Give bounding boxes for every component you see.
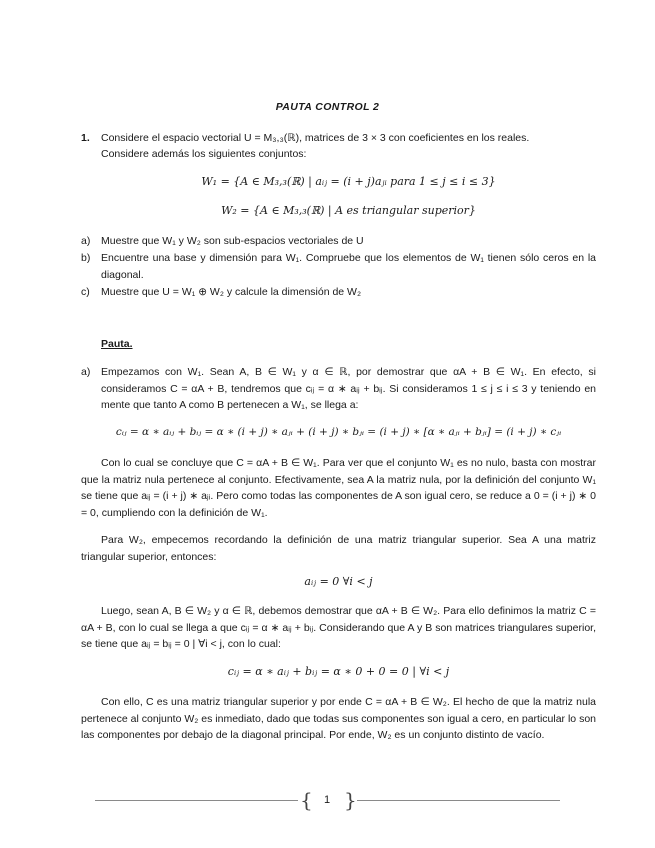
footer-rule-left: [95, 800, 298, 801]
item-b-text: Encuentre una base y dimensión para W₁. Compruebe que los elementos de W₁ tienen sólo ceros en la diagonal.: [101, 252, 596, 281]
equation-3: cᵢⱼ = α ∗ aᵢⱼ + bᵢⱼ = α ∗ 0 + 0 = 0 | ∀i < j: [227, 665, 450, 678]
solution-a-label: a): [81, 366, 91, 378]
solution-a-paragraph: Empezamos con W₁. Sean A, B ∈ W₁ y α ∈ ℝ, por demostrar que αA + B ∈ W₁. En efecto, si consideramos C = αA + B, tendremos que cᵢⱼ = α ∗ aᵢⱼ + bᵢⱼ. Si consideramos 1 ≤ j ≤ i ≤ 3 y teniendo en mente que tanto A como B pertenecen a W₁, se llega a:: [101, 366, 596, 411]
footer-left-brace: {: [300, 788, 313, 812]
equation-1: cᵢⱼ = α ∗ aᵢⱼ + bᵢⱼ = α ∗ (i + j) ∗ aⱼᵢ + (i + j) ∗ bⱼᵢ = (i + j) ∗ [α ∗ aⱼᵢ + bⱼᵢ] = (i + j) ∗ cⱼᵢ: [115, 426, 562, 438]
item-c-text: Muestre que U = W₁ ⊕ W₂ y calcule la dimensión de W₂: [101, 286, 362, 298]
document-title: PAUTA CONTROL 2: [275, 101, 380, 113]
problem-intro-line2: Considere además los siguientes conjuntos:: [101, 148, 307, 160]
item-a-label: a): [81, 235, 91, 247]
w1-definition: W₁ = {A ∈ M₃,₃(ℝ) | aᵢⱼ = (i + j)aⱼᵢ para 1 ≤ j ≤ i ≤ 3}: [201, 175, 496, 188]
paragraph-3: Para W₂, empecemos recordando la definición de una matriz triangular superior. Sea A una matriz triangular superior, entonces:: [81, 534, 596, 563]
problem-intro-line1: Considere el espacio vectorial U = M₃,₃(ℝ), matrices de 3 × 3 con coeficientes en los reales.: [101, 132, 530, 144]
solution-heading: Pauta.: [101, 338, 133, 350]
problem-number: 1.: [81, 132, 90, 144]
w2-definition: W₂ = {A ∈ M₃,₃(ℝ) | A es triangular superior}: [221, 204, 476, 217]
paragraph-5: Con ello, C es una matriz triangular superior y por ende C = αA + B ∈ W₂. El hecho de que la matriz nula pertenece al conjunto W₂ es inmediato, dado que todas sus componentes son igual a cero, en particular lo son las componentes por debajo de la diagonal principal. Por ende, W₂ es un conjunto distinto de vacío.: [81, 696, 596, 741]
page-number: 1: [323, 794, 331, 806]
footer-rule-right: [357, 800, 560, 801]
item-b-label: b): [81, 252, 91, 264]
paragraph-4: Luego, sean A, B ∈ W₂ y α ∈ ℝ, debemos demostrar que αA + B ∈ W₂. Para ello definimos la matriz C = αA + B, con lo cual se llega a que cᵢⱼ = α ∗ aᵢⱼ + bᵢⱼ. Considerando que A y B son matrices triangulares superior, se tiene que aᵢⱼ = bᵢⱼ = 0 | ∀i < j, con lo cual:: [81, 605, 596, 650]
footer-right-brace: }: [344, 788, 357, 812]
item-c-label: c): [81, 286, 90, 298]
item-a-text: Muestre que W₁ y W₂ son sub-espacios vectoriales de U: [101, 235, 364, 247]
paragraph-2: Con lo cual se concluye que C = αA + B ∈ W₁. Para ver que el conjunto W₁ es no nulo, basta con mostrar que la matriz nula pertenece al conjunto. Efectivamente, sea A la matriz nula, por la definición del conjunto W₁ se tiene que aᵢⱼ = (i + j) ∗ aⱼᵢ. Pero como todas las componentes de A son igual cero, se reduce a 0 = (i + j) ∗ 0 = 0, cumpliendo con la definición de W₁.: [81, 457, 596, 519]
equation-2: aᵢⱼ = 0 ∀i < j: [304, 575, 373, 588]
